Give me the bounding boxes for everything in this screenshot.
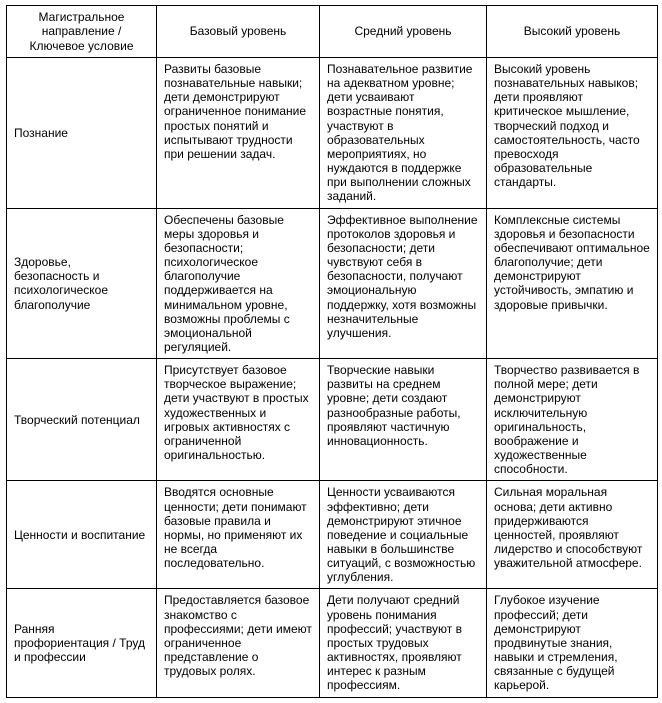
cell-medium-level: Эффективное выполнение протоколов здоровья и безопасности; дети чувствуют себя в безопасности, получают эмоциональную поддержку, хотя возможны незначительные улучшения. bbox=[320, 208, 487, 359]
table-row bbox=[7, 589, 658, 697]
table-row bbox=[7, 359, 658, 481]
row-label-health-safety: Здоровье, безопасность и психологическое благополучие bbox=[7, 208, 157, 359]
header-cell-high-level: Высокий уровень bbox=[487, 6, 658, 58]
cell-basic-level: Обеспечены базовые меры здоровья и безопасности; психологическое благополучие поддерживается на минимальном уровне, возможны проблемы с эмоциональной регуляцией. bbox=[157, 208, 320, 359]
cell-high-level: Творчество развивается в полной мере; дети демонстрируют исключительную оригинальность, воображение и художественные способности. bbox=[487, 359, 658, 481]
table-row bbox=[7, 58, 658, 209]
row-label-career-orientation: Ранняя профориентация / Труд и профессии bbox=[7, 589, 157, 697]
cell-basic-level: Присутствует базовое творческое выражение; дети участвуют в простых художественных и игровых активностях с ограниченной оригинальностью. bbox=[157, 359, 320, 481]
cell-high-level: Глубокое изучение профессий; дети демонстрируют продвинутые знания, навыки и стремления, связанные с будущей карьерой. bbox=[487, 589, 658, 697]
header-cell-direction: Магистральное направление / Ключевое условие bbox=[7, 6, 157, 58]
cell-medium-level: Дети получают средний уровень понимания профессий; участвуют в простых трудовых активностях, проявляют интерес к разным профессиям. bbox=[320, 589, 487, 697]
cell-high-level: Комплексные системы здоровья и безопасности обеспечивают оптимальное благополучие; дети демонстрируют устойчивость, эмпатию и здоровые привычки. bbox=[487, 208, 658, 359]
cell-high-level: Сильная моральная основа; дети активно придерживаются ценностей, проявляют лидерство и способствуют уважительной атмосфере. bbox=[487, 481, 658, 589]
cell-basic-level: Предоставляется базовое знакомство с профессиями; дети имеют ограниченное представление о трудовых ролях. bbox=[157, 589, 320, 697]
header-cell-basic-level: Базовый уровень bbox=[157, 6, 320, 58]
cell-medium-level: Познавательное развитие на адекватном уровне; дети усваивают возрастные понятия, участвуют в образовательных мероприятиях, но нуждаются в поддержке при выполнении сложных заданий. bbox=[320, 58, 487, 209]
header-cell-medium-level: Средний уровень bbox=[320, 6, 487, 58]
cell-basic-level: Развиты базовые познавательные навыки; дети демонстрируют ограниченное понимание простых понятий и испытывают трудности при решении задач. bbox=[157, 58, 320, 209]
row-label-creative-potential: Творческий потенциал bbox=[7, 359, 157, 481]
cell-medium-level: Ценности усваиваются эффективно; дети демонстрируют этичное поведение и социальные навыки в большинстве ситуаций, с возможностью углубления. bbox=[320, 481, 487, 589]
row-label-cognition: Познание bbox=[7, 58, 157, 209]
row-label-values-education: Ценности и воспитание bbox=[7, 481, 157, 589]
table-row bbox=[7, 208, 658, 359]
table-row bbox=[7, 481, 658, 589]
cell-high-level: Высокий уровень познавательных навыков; дети проявляют критическое мышление, творческий подход и самостоятельность, часто превосходя образовательные стандарты. bbox=[487, 58, 658, 209]
cell-basic-level: Вводятся основные ценности; дети понимают базовые правила и нормы, но применяют их не всегда последовательно. bbox=[157, 481, 320, 589]
rubric-table bbox=[6, 5, 658, 698]
header-row bbox=[7, 6, 658, 58]
cell-medium-level: Творческие навыки развиты на среднем уровне; дети создают разнообразные работы, проявляют частичную инновационность. bbox=[320, 359, 487, 481]
